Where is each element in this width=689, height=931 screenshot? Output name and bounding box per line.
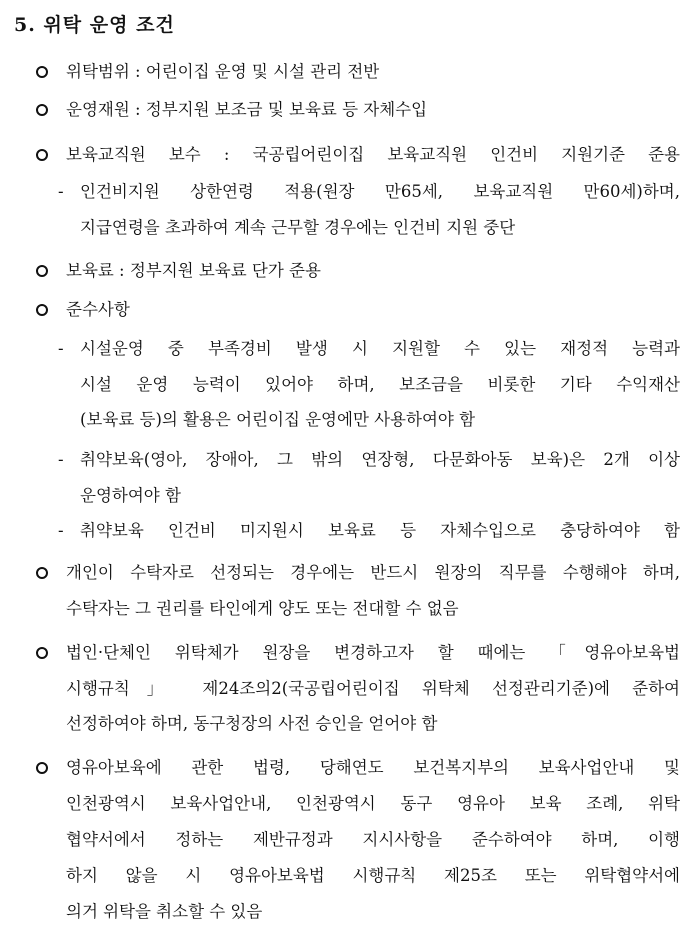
bullet-regulation: 영유아보육에 관한 법령, 당해연도 보건복지부의 보육사업안내 및	[66, 758, 680, 777]
dash-marker: -	[58, 450, 64, 469]
sub-vulnerable-cost: 취약보육 인건비 미지원시 보육료 등 자체수입으로 충당하여야 함	[80, 521, 680, 540]
bullet-circle-icon	[36, 265, 48, 277]
dash-marker: -	[58, 521, 64, 540]
bullet-regulation-cont4: 의거 위탁을 취소할 수 있음	[66, 902, 263, 921]
bullet-circle-icon	[36, 66, 48, 78]
bullet-circle-icon	[36, 304, 48, 316]
bullet-compliance: 준수사항	[66, 300, 130, 319]
bullet-circle-icon	[36, 149, 48, 161]
bullet-circle-icon	[36, 567, 48, 579]
bullet-regulation-cont2: 협약서에서 정하는 제반규정과 지시사항을 준수하여야 하며, 이행	[66, 830, 680, 849]
bullet-funding: 운영재원 : 정부지원 보조금 및 보육료 등 자체수입	[66, 100, 428, 119]
bullet-fee: 보육료 : 정부지원 보육료 단가 준용	[66, 261, 321, 280]
sub-finance-cont1: 시설 운영 능력이 있어야 하며, 보조금을 비롯한 기타 수익재산	[80, 375, 680, 394]
sub-vulnerable-care: 취약보육(영아, 장애아, 그 밖의 연장형, 다문화아동 보육)은 2개 이상	[80, 450, 680, 469]
bullet-individual: 개인이 수탁자로 선정되는 경우에는 반드시 원장의 직무를 수행해야 하며,	[66, 563, 680, 582]
bullet-regulation-cont3: 하지 않을 시 영유아보육법 시행규칙 제25조 또는 위탁협약서에	[66, 866, 680, 885]
sub-age-limit: 인건비지원 상한연령 적용(원장 만65세, 보육교직원 만60세)하며,	[80, 182, 680, 201]
sub-age-limit-cont: 지급연령을 초과하여 계속 근무할 경우에는 인건비 지원 중단	[80, 218, 516, 237]
sub-finance-cont2: (보육료 등)의 활용은 어린이집 운영에만 사용하여야 함	[80, 410, 476, 429]
bullet-corporate-cont2: 선정하여야 하며, 동구청장의 사전 승인을 얻어야 함	[66, 714, 438, 733]
bullet-circle-icon	[36, 762, 48, 774]
bullet-circle-icon	[36, 647, 48, 659]
bullet-scope: 위탁범위 : 어린이집 운영 및 시설 관리 전반	[66, 62, 380, 81]
sub-vulnerable-care-cont: 운영하여야 함	[80, 486, 181, 505]
bullet-individual-cont: 수탁자는 그 권리를 타인에게 양도 또는 전대할 수 없음	[66, 599, 459, 618]
section-heading: 5. 위탁 운영 조건	[14, 14, 175, 36]
bullet-salary: 보육교직원 보수 : 국공립어린이집 보육교직원 인건비 지원기준 준용	[66, 145, 680, 164]
sub-finance: 시설운영 중 부족경비 발생 시 지원할 수 있는 재정적 능력과	[80, 339, 680, 358]
bullet-circle-icon	[36, 104, 48, 116]
bullet-corporate: 법인·단체인 위탁체가 원장을 변경하고자 할 때에는 「영유아보육법	[66, 643, 680, 662]
bullet-corporate-cont1: 시행규칙」 제24조의2(국공립어린이집 위탁체 선정관리기준)에 준하여	[66, 679, 680, 698]
dash-marker: -	[58, 339, 64, 358]
dash-marker: -	[58, 182, 64, 201]
bullet-regulation-cont1: 인천광역시 보육사업안내, 인천광역시 동구 영유아 보육 조례, 위탁	[66, 794, 680, 813]
